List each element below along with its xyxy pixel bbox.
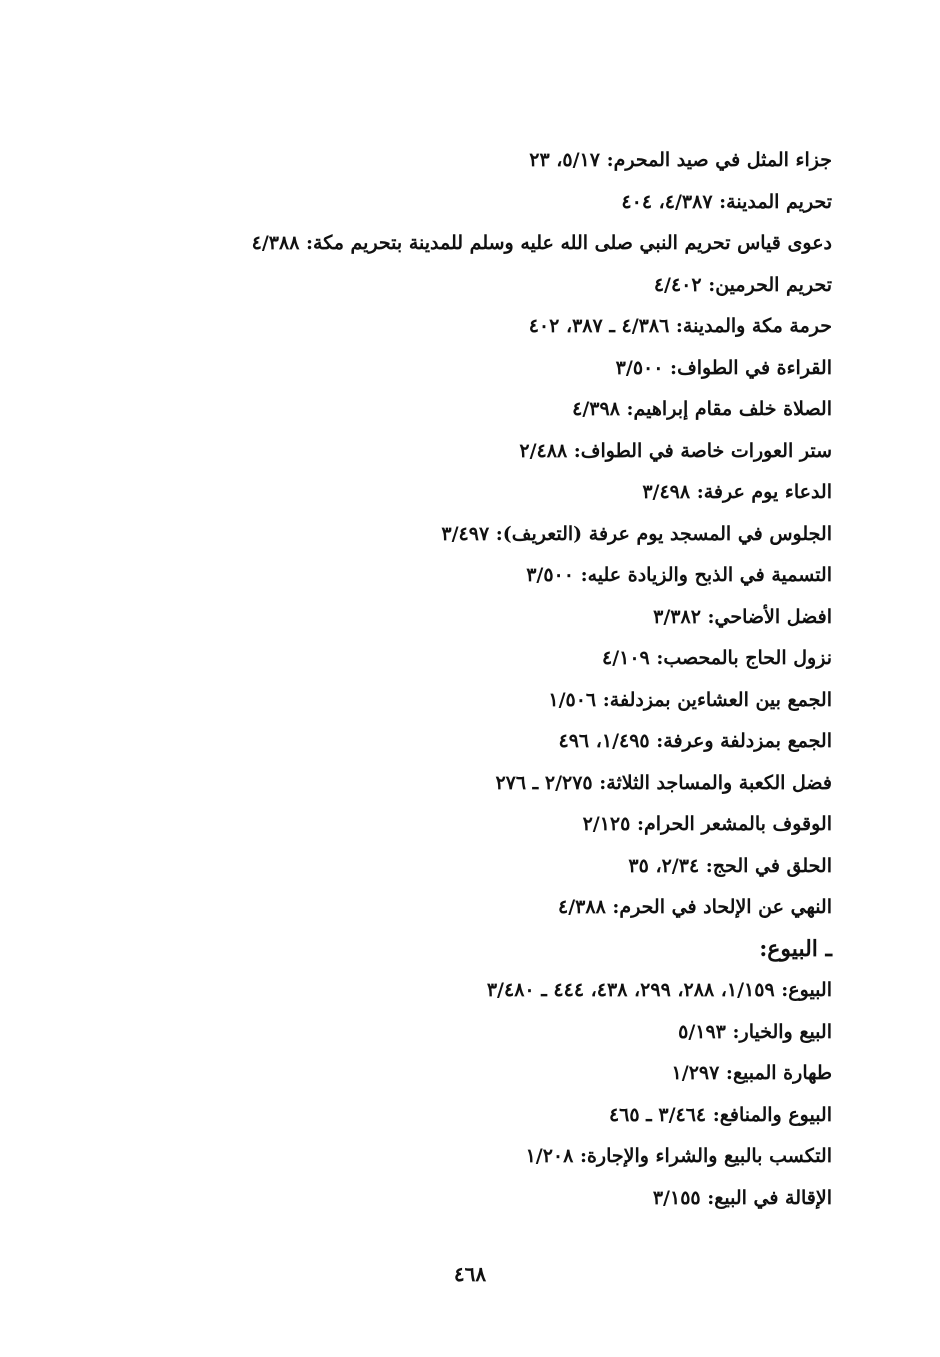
index-entry: الإقالة في البيع: ٣/١٥٥ — [652, 1186, 832, 1209]
index-entry: الوقوف بالمشعر الحرام: ٢/١٢٥ — [582, 813, 832, 835]
index-entry: حرمة مكة والمدينة: ٤/٣٨٦ ـ ٣٨٧، ٤٠٢ — [528, 315, 832, 337]
index-entry: دعوى قياس تحريم النبي صلى الله عليه وسلم للمدينة بتحريم مكة: ٤/٣٨٨ — [251, 232, 832, 254]
section-heading: ـ البيوع: — [759, 935, 832, 962]
index-entry: الجلوس في المسجد يوم عرفة (التعريف): ٣/٤٩٧ — [441, 522, 832, 545]
index-entry: الجمع بين العشاءين بمزدلفة: ١/٥٠٦ — [548, 688, 832, 711]
index-entry: تحريم الحرمين: ٤/٤٠٢ — [653, 273, 832, 296]
index-entry: فضل الكعبة والمساجد الثلاثة: ٢/٢٧٥ ـ ٢٧٦ — [495, 771, 832, 794]
index-entry: تحريم المدينة: ٤/٣٨٧، ٤٠٤ — [621, 190, 832, 213]
index-entry: الجمع بمزدلفة وعرفة: ١/٤٩٥، ٤٩٦ — [558, 730, 832, 752]
index-entry: البيوع: ١/١٥٩، ٢٨٨، ٢٩٩، ٤٣٨، ٤٤٤ ـ ٣/٤٨٠ — [486, 979, 832, 1001]
index-entry: البيع والخيار: ٥/١٩٣ — [678, 1020, 832, 1043]
index-entry: البيوع والمنافع: ٣/٤٦٤ ـ ٤٦٥ — [608, 1103, 832, 1126]
index-entry: افضل الأضاحي: ٣/٣٨٢ — [653, 605, 832, 628]
index-entries-list — [132, 140, 832, 1219]
index-entry: طهارة المبيع: ١/٢٩٧ — [671, 1062, 832, 1084]
index-entry: القراءة في الطواف: ٣/٥٠٠ — [615, 356, 832, 379]
index-entry: التكسب بالبيع والشراء والإجارة: ١/٢٠٨ — [525, 1145, 832, 1167]
index-entry: نزول الحاج بالمحصب: ٤/١٠٩ — [601, 647, 832, 669]
index-entry: الصلاة خلف مقام إبراهيم: ٤/٣٩٨ — [572, 398, 832, 420]
index-entry: الدعاء يوم عرفة: ٣/٤٩٨ — [642, 481, 832, 503]
index-entry: ستر العورات خاصة في الطواف: ٢/٤٨٨ — [519, 439, 832, 462]
index-entry: النهي عن الإلحاد في الحرم: ٤/٣٨٨ — [558, 896, 832, 918]
index-entry: جزاء المثل في صيد المحرم: ٥/١٧، ٢٣ — [529, 149, 832, 171]
index-entry: التسمية في الذبح والزيادة عليه: ٣/٥٠٠ — [526, 564, 832, 586]
page-number: ٤٦٨ — [453, 1262, 487, 1286]
index-entry: الحلق في الحج: ٢/٣٤، ٣٥ — [628, 854, 832, 877]
